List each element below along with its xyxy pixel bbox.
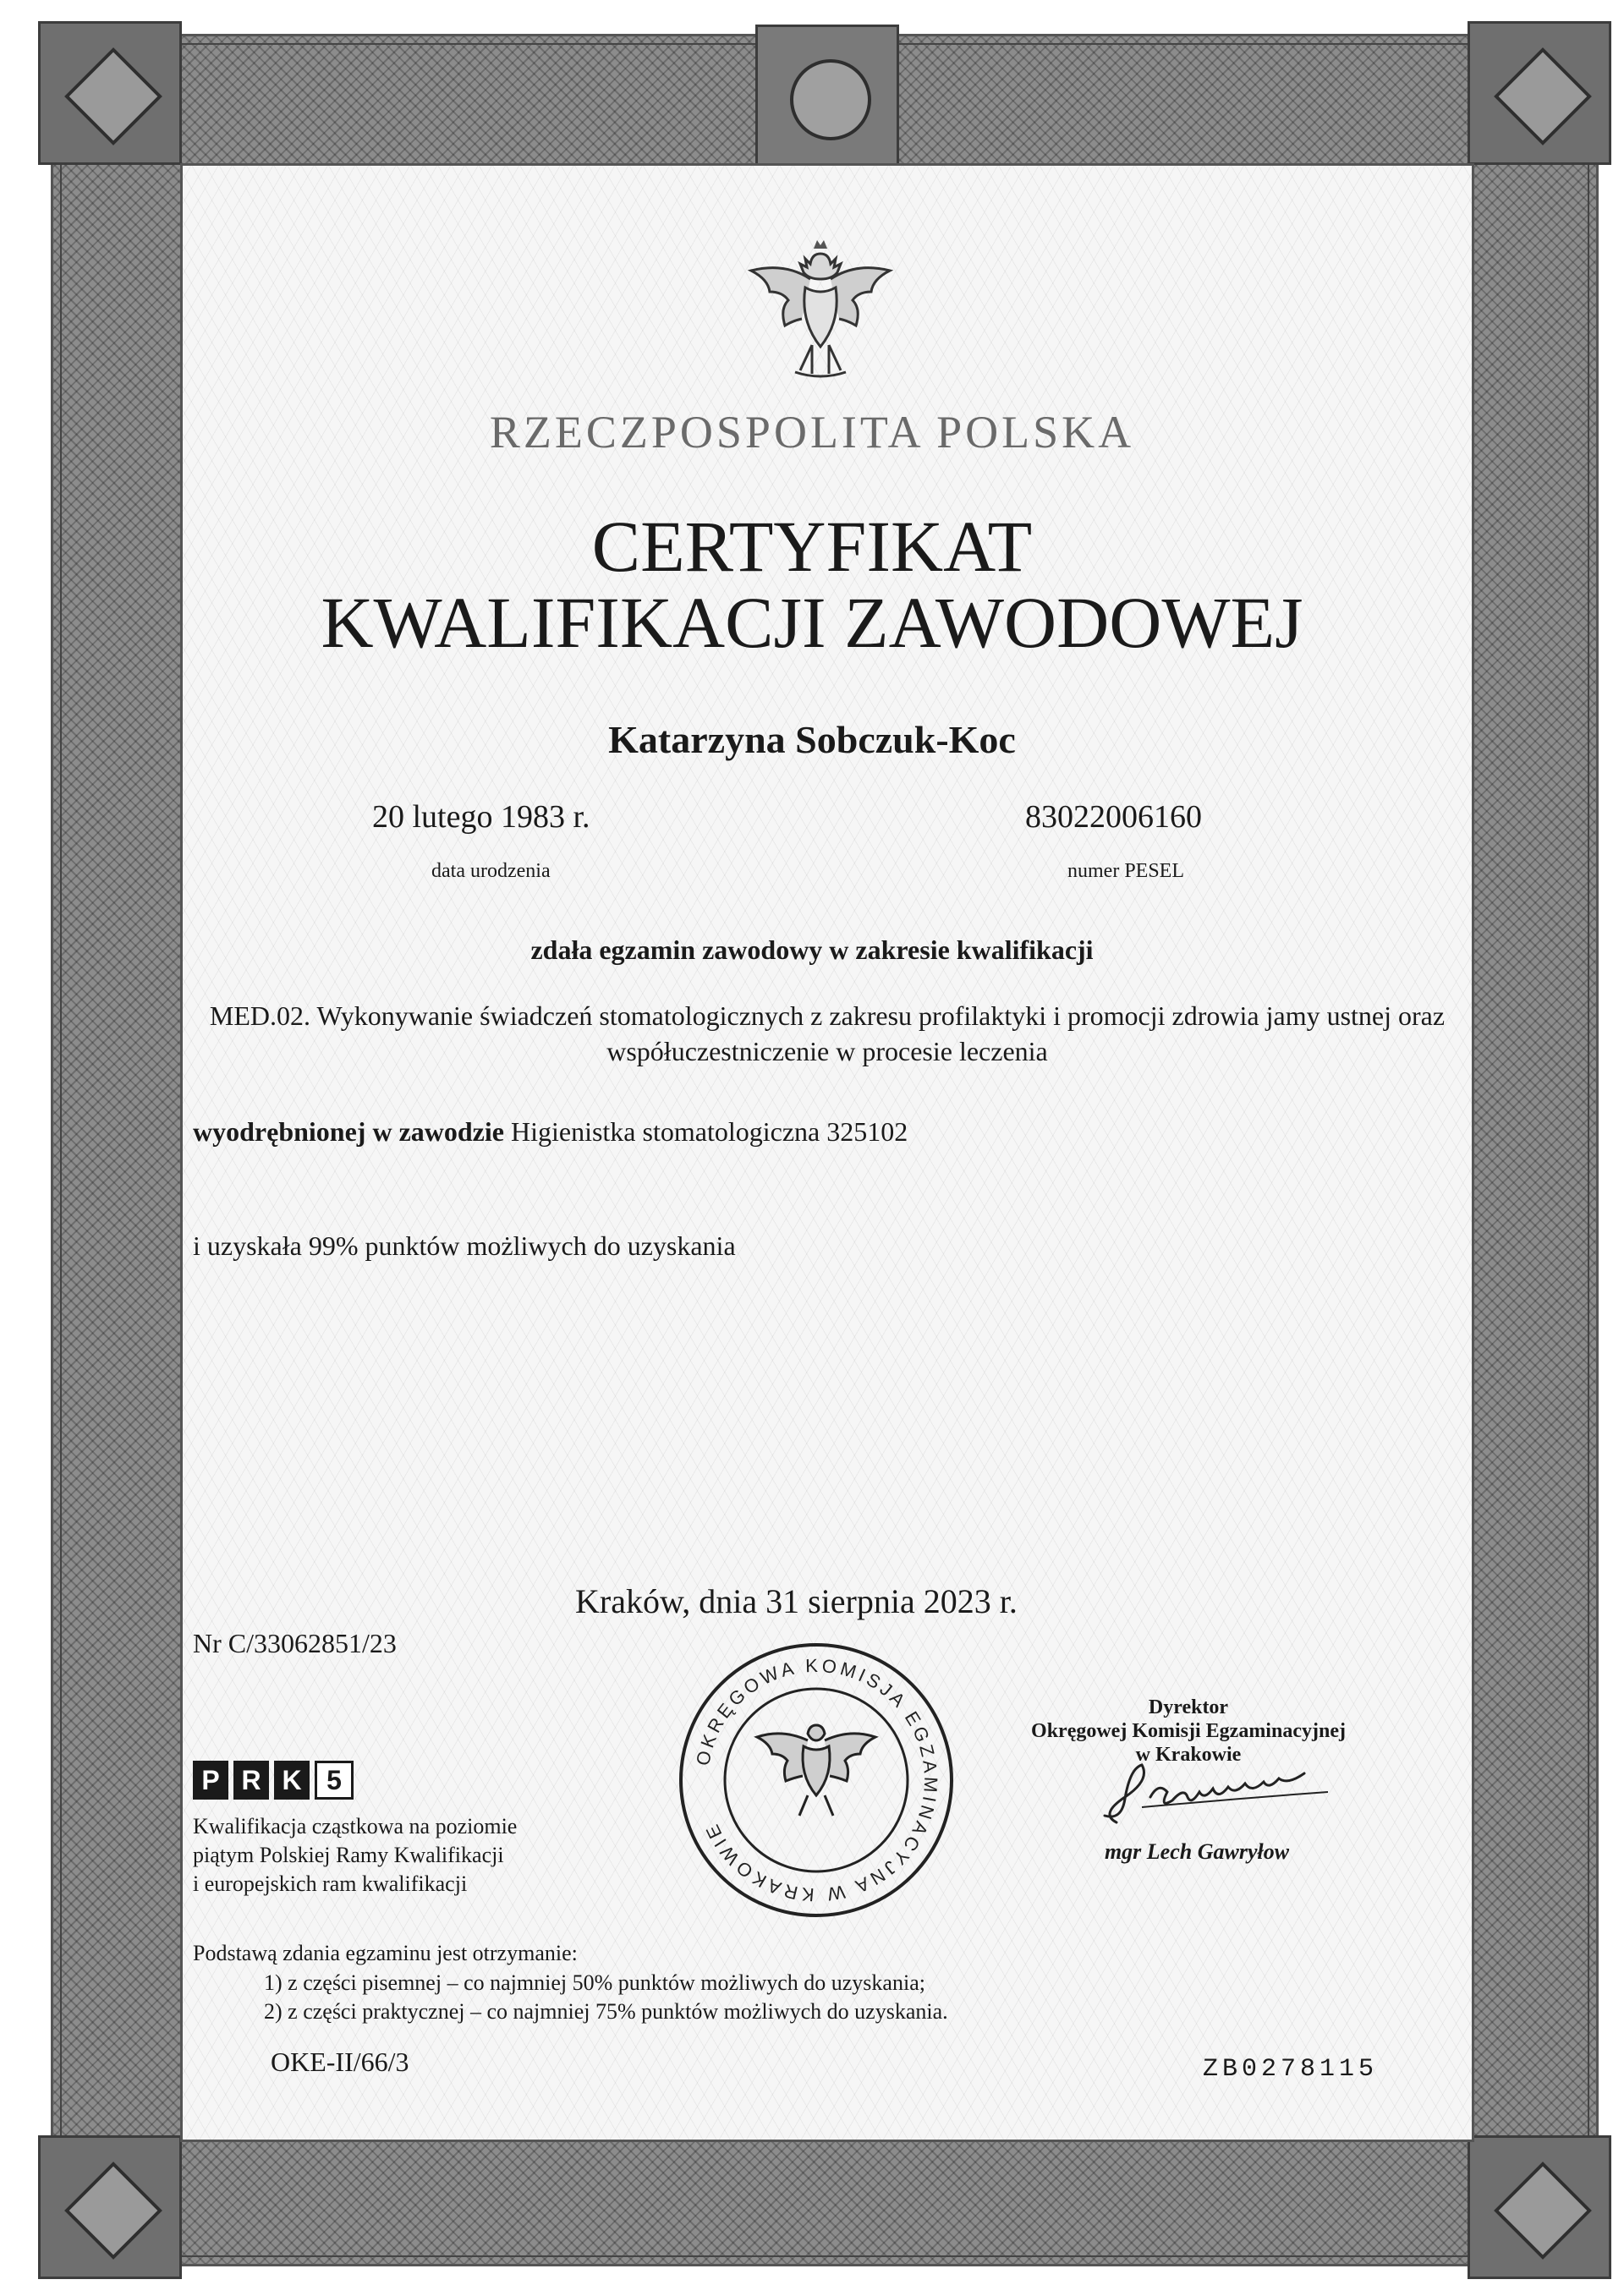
official-seal-icon [668, 1632, 964, 1928]
corner-ornament-top-left [38, 21, 182, 165]
profession-name: Higienistka stomatologiczna 325102 [510, 1116, 908, 1147]
prk-description-line2: piątym Polskiej Ramy Kwalifikacji [193, 1843, 504, 1867]
top-medallion-ornament [755, 25, 899, 168]
certificate-title-line1: CERTYFIKAT [591, 506, 1033, 587]
director-name: mgr Lech Gawryłow [1104, 1839, 1290, 1864]
prk-description [193, 1812, 517, 1899]
eagle-emblem-icon [744, 237, 897, 385]
certificate-title-line2: KWALIFIKACJI ZAWODOWEJ [321, 582, 1303, 663]
qualification-description: MED.02. Wykonywanie świadczeń stomatologicznych z zakresu profilaktyki i promocji zdrowia jamy ustnej oraz współuczestniczenie w procesie leczenia [209, 1000, 1446, 1066]
prk-letter: K [274, 1761, 310, 1800]
prk-letter: P [193, 1761, 228, 1800]
birth-date: 20 lutego 1983 r. [372, 799, 590, 835]
profession-prefix: wyodrębnionej w zawodzie [193, 1116, 504, 1147]
birth-date-label: data urodzenia [431, 860, 551, 882]
prk-description-line3: i europejskich ram kwalifikacji [193, 1871, 468, 1896]
exam-basis-item-practical: 2) z części praktycznej – co najmniej 75% punktów możliwych do uzyskania. [264, 1999, 948, 2024]
exam-basis-item-written: 1) z części pisemnej – co najmniej 50% punktów możliwych do uzyskania; [264, 1970, 925, 1995]
corner-ornament-bottom-right [1468, 2135, 1611, 2279]
corner-ornament-bottom-left [38, 2135, 182, 2279]
corner-ornament-top-right [1468, 21, 1611, 165]
score-statement: i uzyskała 99% punktów możliwych do uzyskania [193, 1230, 736, 1261]
prk-letter: R [233, 1761, 269, 1800]
pesel-label: numer PESEL [1067, 860, 1184, 882]
exam-passed-statement: zdała egzamin zawodowy w zakresie kwalifikacji [530, 934, 1094, 965]
prk-description-line1: Kwalifikacja cząstkowa na poziomie [193, 1814, 518, 1838]
prk-level: 5 [315, 1761, 354, 1800]
issue-place-date: Kraków, dnia 31 sierpnia 2023 r. [575, 1582, 1018, 1620]
exam-basis-title: Podstawą zdania egzaminu jest otrzymanie: [193, 1941, 578, 1965]
prk-badge [193, 1761, 354, 1800]
handwritten-signature [1091, 1763, 1345, 1831]
director-title [1007, 1696, 1370, 1767]
director-title-line2: Okręgowej Komisji Egzaminacyjnej [1031, 1720, 1346, 1742]
serial-number: ZB0278115 [1203, 2055, 1379, 2084]
certificate-number: Nr C/33062851/23 [193, 1628, 397, 1658]
pesel-number: 83022006160 [1025, 799, 1202, 835]
form-code: OKE-II/66/3 [271, 2047, 409, 2077]
seal-text: OKRĘGOWA KOMISJA EGZAMINACYJNA W KRAKOWIE [692, 1654, 942, 1906]
holder-name: Katarzyna Sobczuk-Koc [608, 718, 1016, 761]
director-title-line3: w Krakowie [1135, 1744, 1242, 1766]
director-title-line1: Dyrektor [1148, 1696, 1229, 1718]
country-heading: RZECZPOSPOLITA POLSKA [489, 407, 1135, 458]
profession-line [193, 1116, 908, 1148]
